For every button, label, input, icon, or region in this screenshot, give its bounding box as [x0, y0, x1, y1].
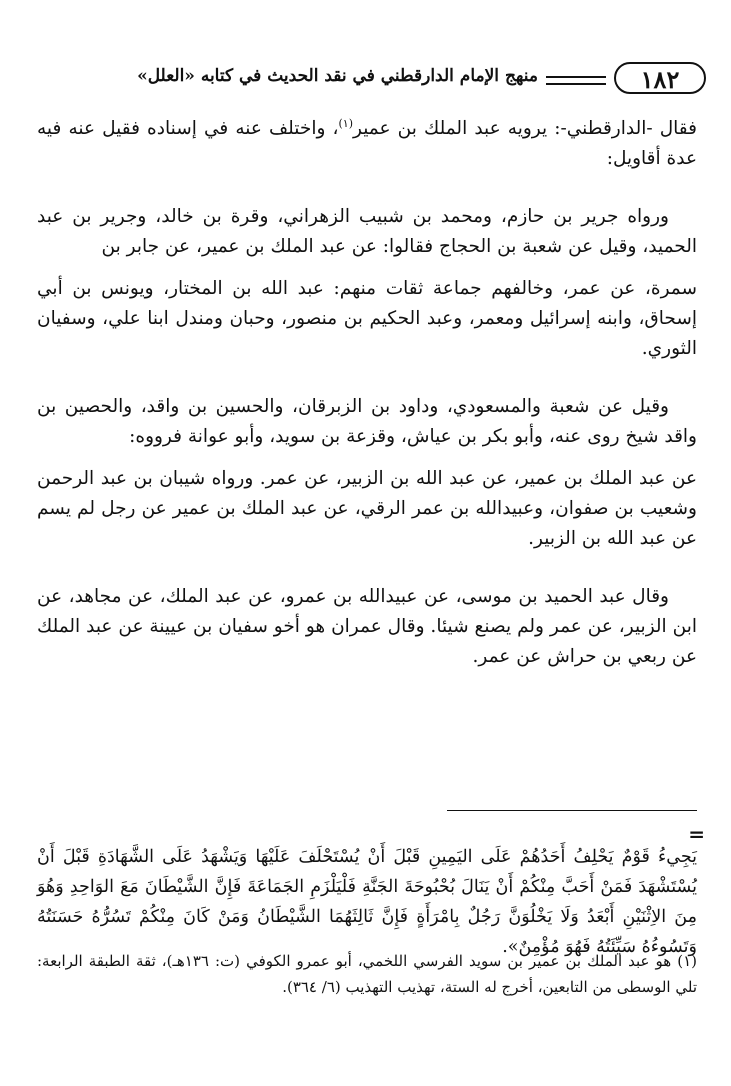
page-number: ١٨٢: [614, 62, 706, 94]
main-text: [37, 114, 697, 700]
footnote-separator: [447, 810, 697, 811]
footnote-ref-1: (١): [338, 116, 354, 130]
paragraph-6: وقال عبد الحميد بن موسى، عن عبيدالله بن عمرو، عن عبد الملك، عن مجاهد، عن ابن الزبير، عن عمر ولم يصنع شيئا. وقال عمران هو أخو سفيان بن عيينة عن عبد الملك عن ربعي بن حراش عن عمر.: [37, 586, 697, 667]
running-title: منهج الإمام الدارقطني في نقد الحديث في كتابه «العلل»: [137, 66, 538, 86]
continuation-mark: =: [688, 822, 705, 846]
page-header: [28, 62, 706, 96]
header-double-rule: [546, 76, 606, 85]
paragraph-3: سمرة، عن عمر، وخالفهم جماعة ثقات منهم: عبد الله بن المختار، ويونس بن أبي إسحاق، وابنه إسرائيل ومعمر، وعبد الحكيم بن منصور، وحبان ومندل ابنا علي، وسفيان الثوري.: [37, 278, 697, 359]
footnote-1: (١) هو عبد الملك بن عمير بن سويد الفرسي اللخمي، أبو عمرو الكوفي (ت: ١٣٦هـ)، ثقة الطبقة الرابعة: تلي الوسطى من التابعين، أخرج له الستة، تهذيب التهذيب (٦/ ٣٦٤).: [37, 952, 697, 996]
paragraph-2: ورواه جرير بن حازم، ومحمد بن شبيب الزهراني، وقرة بن خالد، وجرير بن عبد الحميد، وقيل عن شعبة بن الحجاج فقالوا: عن عبد الملك بن عمير، عن جابر بن: [37, 206, 697, 257]
paragraph-1: [37, 114, 697, 174]
paragraph-5: عن عبد الملك بن عمير، عن عبد الله بن الزبير، عن عمر. ورواه شيبان بن عبد الرحمن وشعيب بن صفوان، وعبيدالله بن عمر الرقي، عن عبد الملك بن عمير عن رجل لم يسم عن عبد الله بن الزبير.: [37, 468, 697, 549]
paragraph-1-text: فقال -الدارقطني-: يرويه عبد الملك بن عمير: [353, 118, 698, 139]
paragraph-1-rest: ، واختلف عنه في إسناده فقيل عنه فيه عدة أقاويل:: [37, 118, 697, 169]
footnote-hadith-continuation: يَجِيءُ قَوْمٌ يَحْلِفُ أَحَدُهُمْ عَلَى اليَمِينِ قَبْلَ أَنْ يُسْتَحْلَفَ عَلَيْهَا وَيَشْهَدُ عَلَى الشَّهَادَةِ قَبْلَ أَنْ يُسْتَشْهَدَ فَمَنْ أَحَبَّ مِنْكُمْ أَنْ يَنَالَ بُحْبُوحَةَ الجَنَّةِ فَلْيَلْزَمِ الجَمَاعَةَ فَإِنَّ الشَّيْطَانَ مَعَ الوَاحِدِ وَهُوَ مِنَ الاِثْنَيْنِ أَبْعَدُ وَلَا يَخْلُوَنَّ رَجُلٌ بِامْرَأَةٍ فَإِنَّ ثَالِثَهُمَا الشَّيْطَانُ وَمَنْ كَانَ مِنْكُمْ تَسُرُّهُ حَسَنَتُهُ وَتَسُوءُهُ سَيِّئَتُهُ فَهُوَ مُؤْمِنٌ».: [37, 847, 697, 957]
paragraph-4: وقيل عن شعبة والمسعودي، وداود بن الزبرقان، والحسين بن واقد، والحصين بن واقد شيخ روى عنه، وأبو بكر بن عياش، وقزعة بن سويد، وأبو عوانة فرووه:: [37, 396, 697, 447]
